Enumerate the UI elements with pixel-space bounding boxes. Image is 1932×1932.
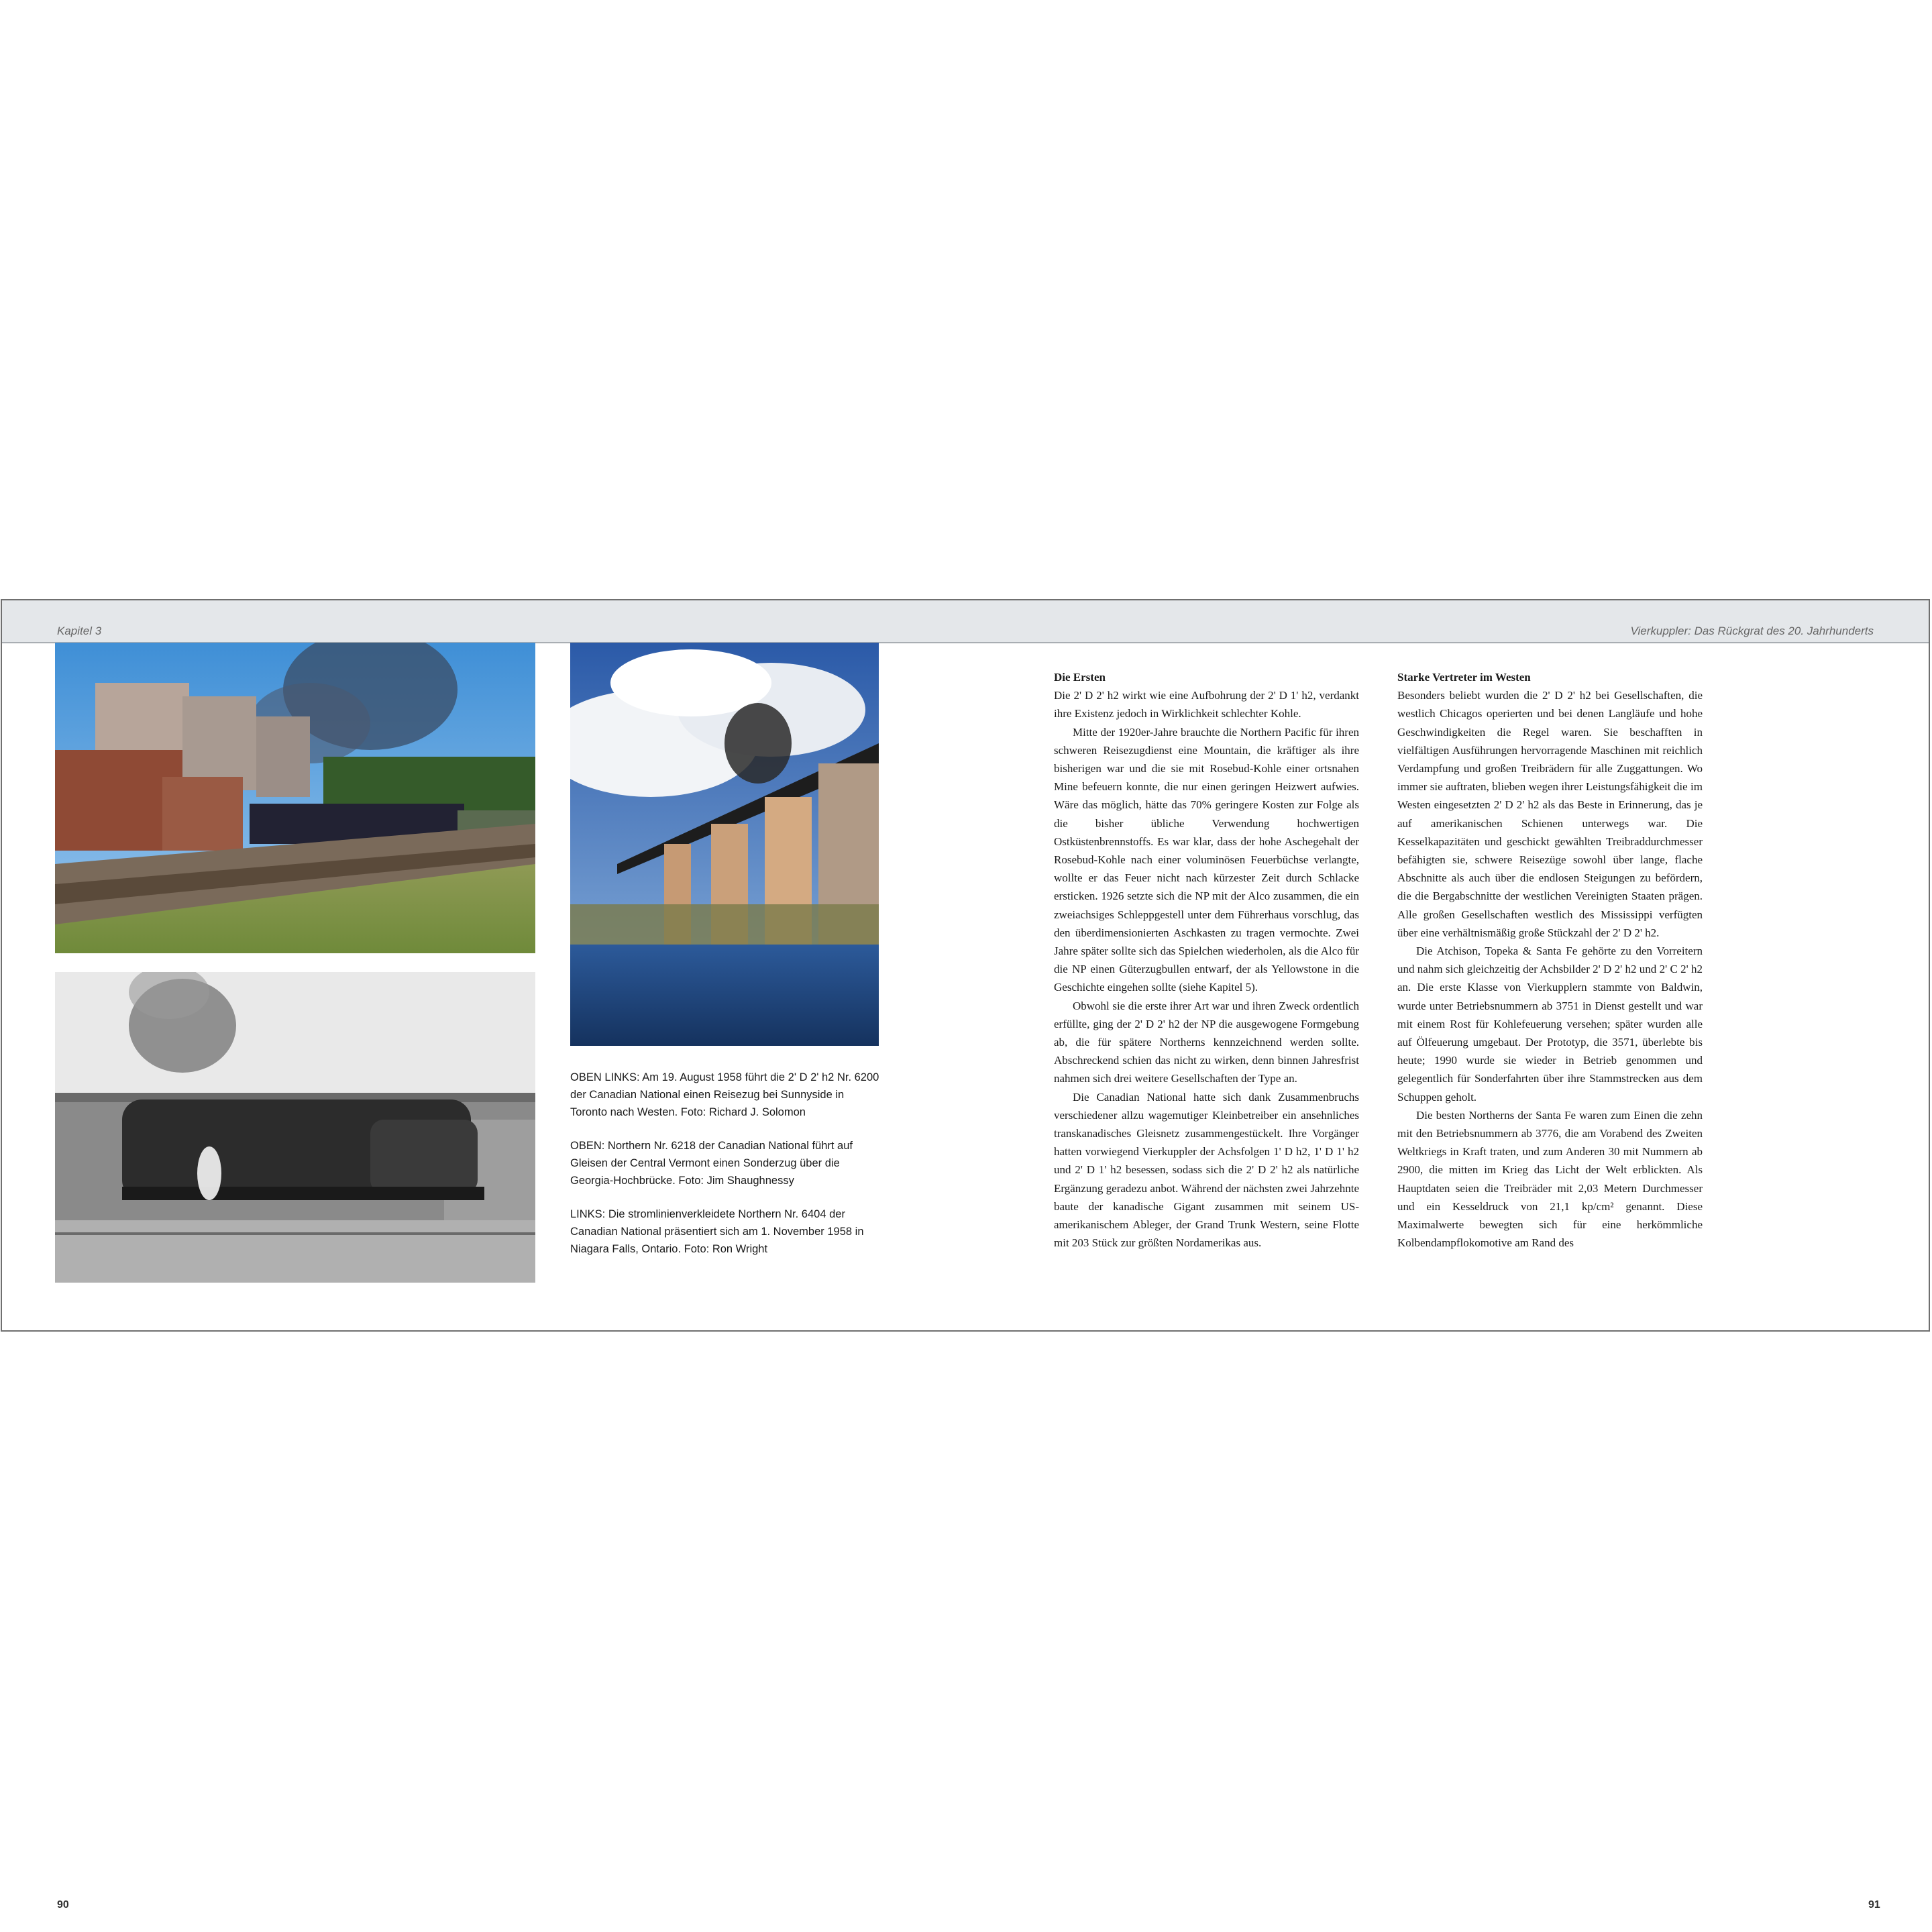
paragraph: Mitte der 1920er-Jahre brauchte die Northern Pacific für ihren schweren Reisezugdienst eine Mountain, die kräftiger als ihre bisherigen war und die sie mit Rosebud-Kohle einer ortsnahen Mine befeuern konnte, die nur einen geringen Heizwert aufwies. Wäre das möglich, hätte das 70% geringere Kosten zur Folge als die bisher übliche Verwendung hochwertigen Ostküstenbrennstoffs. Es war klar, dass der hohe Aschegehalt der Rosebud-Kohle nach einer voluminösen Feuerbüchse verlangte, wollte er das Feuer nicht nach kürzester Zeit durch Schlacke ersticken. 1926 setzte sich die NP mit der Alco zusammen, die ein zweiachsiges Schleppgestell unter dem Führerhaus vorschlug, das den überdimensionierten Aschkasten zu tragen vermochte. Zwei Jahre später sollte sich das Spielchen wiederholen, als die Alco für die NP einen Güterzugbullen entwarf, der als Yellowstone in die Geschichte eingehen sollte (siehe Kapitel 5). bbox=[1054, 725, 1359, 994]
caption-left: LINKS: Die stromlinienverkleidete Northern Nr. 6404 der Canadian National präsentiert sich am 1. November 1958 in Niagara Falls, Ontario. Foto: Ron Wright bbox=[570, 1208, 864, 1255]
caption-top: OBEN: Northern Nr. 6218 der Canadian National führt auf Gleisen der Central Vermont einen Sonderzug über die Georgia-Hochbrücke. Foto: Jim Shaughnessy bbox=[570, 1140, 853, 1187]
photo-captions bbox=[570, 1069, 880, 1274]
photo-train-sunnyside bbox=[55, 643, 535, 953]
section-heading-starke-vertreter: Starke Vertreter im Westen bbox=[1397, 671, 1531, 684]
caption-top-left: OBEN LINKS: Am 19. August 1958 führt die 2' D 2' h2 Nr. 6200 der Canadian National einen Reisezug bei Sunnyside in Toronto nach Westen. Foto: Richard J. Solomon bbox=[570, 1071, 879, 1118]
running-head-title: Vierkuppler: Das Rückgrat des 20. Jahrhunderts bbox=[1630, 625, 1874, 637]
paragraph: Die besten Northerns der Santa Fe waren zum Einen die zehn mit den Betriebsnummern ab 3776, die am Vorabend des Zweiten Weltkriegs in Kraft traten, und zum Anderen 30 mit Nummern ab 2900, die mitten im Krieg das Licht der Welt erblickten. Als Hauptdaten seien die Treibräder mit 2,03 Metern Durchmesser und ein Kesseldruck von 21,1 kp/cm² genannt. Diese Maximalwerte bewegten sich für eine herkömmliche Kolbendampflokomotive am Rand des bbox=[1397, 1108, 1703, 1250]
paragraph: Die Canadian National hatte sich dank Zusammenbruchs verschiedener allzu wagemutiger Kleinbetreiber ein ansehnliches transkanadisches Gleisnetz zusammengestückelt. Ihre Vorgänger hatten vorwiegend Vierkuppler der Achsfolgen 1' D h2, 1' D 1' h2 und 2' D 1' h2 besessen, sodass sich die 2' D 2' h2 als natürliche Ergänzung geradezu anbot. Während der nächsten zwei Jahrzehnte baute der kanadische Gigant zusammen mit seinem US-amerikanischem Ableger, der Grand Trunk Western, seine Flotte mit 203 Stück zur größten Nordamerikas aus. bbox=[1054, 1090, 1359, 1250]
page-number-right: 91 bbox=[1868, 1899, 1880, 1911]
section-heading-die-ersten: Die Ersten bbox=[1054, 671, 1106, 684]
photo-streamlined-northern bbox=[55, 972, 535, 1283]
text-column-1 bbox=[1054, 668, 1359, 1252]
photo-georgia-bridge bbox=[570, 643, 879, 1046]
paragraph: Die Atchison, Topeka & Santa Fe gehörte zu den Vorreitern und nahm sich gleichzeitig der Achsbilder 2' D 2' h2 und 2' C 2' h2 an. Die erste Klasse von Vierkupplern stammte von Baldwin, wurde unter Betriebsnummern ab 3751 in Dienst gestellt und war mit einem Rost für Kohlefeuerung versehen; später wurden alle auf Ölfeuerung umgebaut. Der Prototyp, die 3571, überlebte bis heute; 1990 wurde sie wieder in Betrieb genommen und gelegentlich für Sonderfahrten über ihre Stammstrecken aus dem Schuppen geholt. bbox=[1397, 945, 1703, 1104]
running-head-chapter: Kapitel 3 bbox=[57, 625, 102, 637]
text-column-2 bbox=[1397, 668, 1703, 1252]
paragraph: Obwohl sie die erste ihrer Art war und ihren Zweck ordentlich erfüllte, ging der 2' D 2' h2 der NP die ausgewogene Formgebung ab, die für spätere Northerns kennzeichnend werden sollte. Abschreckend schien das nicht zu wirken, denn binnen Jahresfrist nahmen sich drei weitere Gesellschaften der Type an. bbox=[1054, 999, 1359, 1085]
paragraph: Besonders beliebt wurden die 2' D 2' h2 bei Gesellschaften, die westlich Chicagos operierten und bei denen Langläufe und hohe Geschwindigkeiten die Regel waren. Sie beschafften in vielfältigen Ausführungen hervorragende Maschinen mit reichlich Verdampfung und großen Treibrädern für alle Zuggattungen. Wo immer sie auftraten, blieben wegen ihrer Leistungsfähigkeit die im Westen eingesetzten 2' D 2' h2 als das Beste in Erinnerung, das je auf amerikanischen Schienen unterwegs war. Die Kesselkapazitäten und geschickt gewählten Treibraddurchmesser befähigten sie, schwere Reisezüge sowohl über lange, flache Abschnitte als auch über die endlosen Steigungen zu befördern, die die Bergabschnitte der westlichen Vereinigten Staaten prägen. Alle großen Gesellschaften westlich des Mississippi verfügten über eine verhältnismäßig große Stückzahl der 2' D 2' h2. bbox=[1397, 689, 1703, 939]
paragraph: Die 2' D 2' h2 wirkt wie eine Aufbohrung der 2' D 1' h2, verdankt ihre Existenz jedoch in Wirklichkeit schlechter Kohle. bbox=[1054, 689, 1359, 720]
page-number-left: 90 bbox=[57, 1899, 69, 1911]
